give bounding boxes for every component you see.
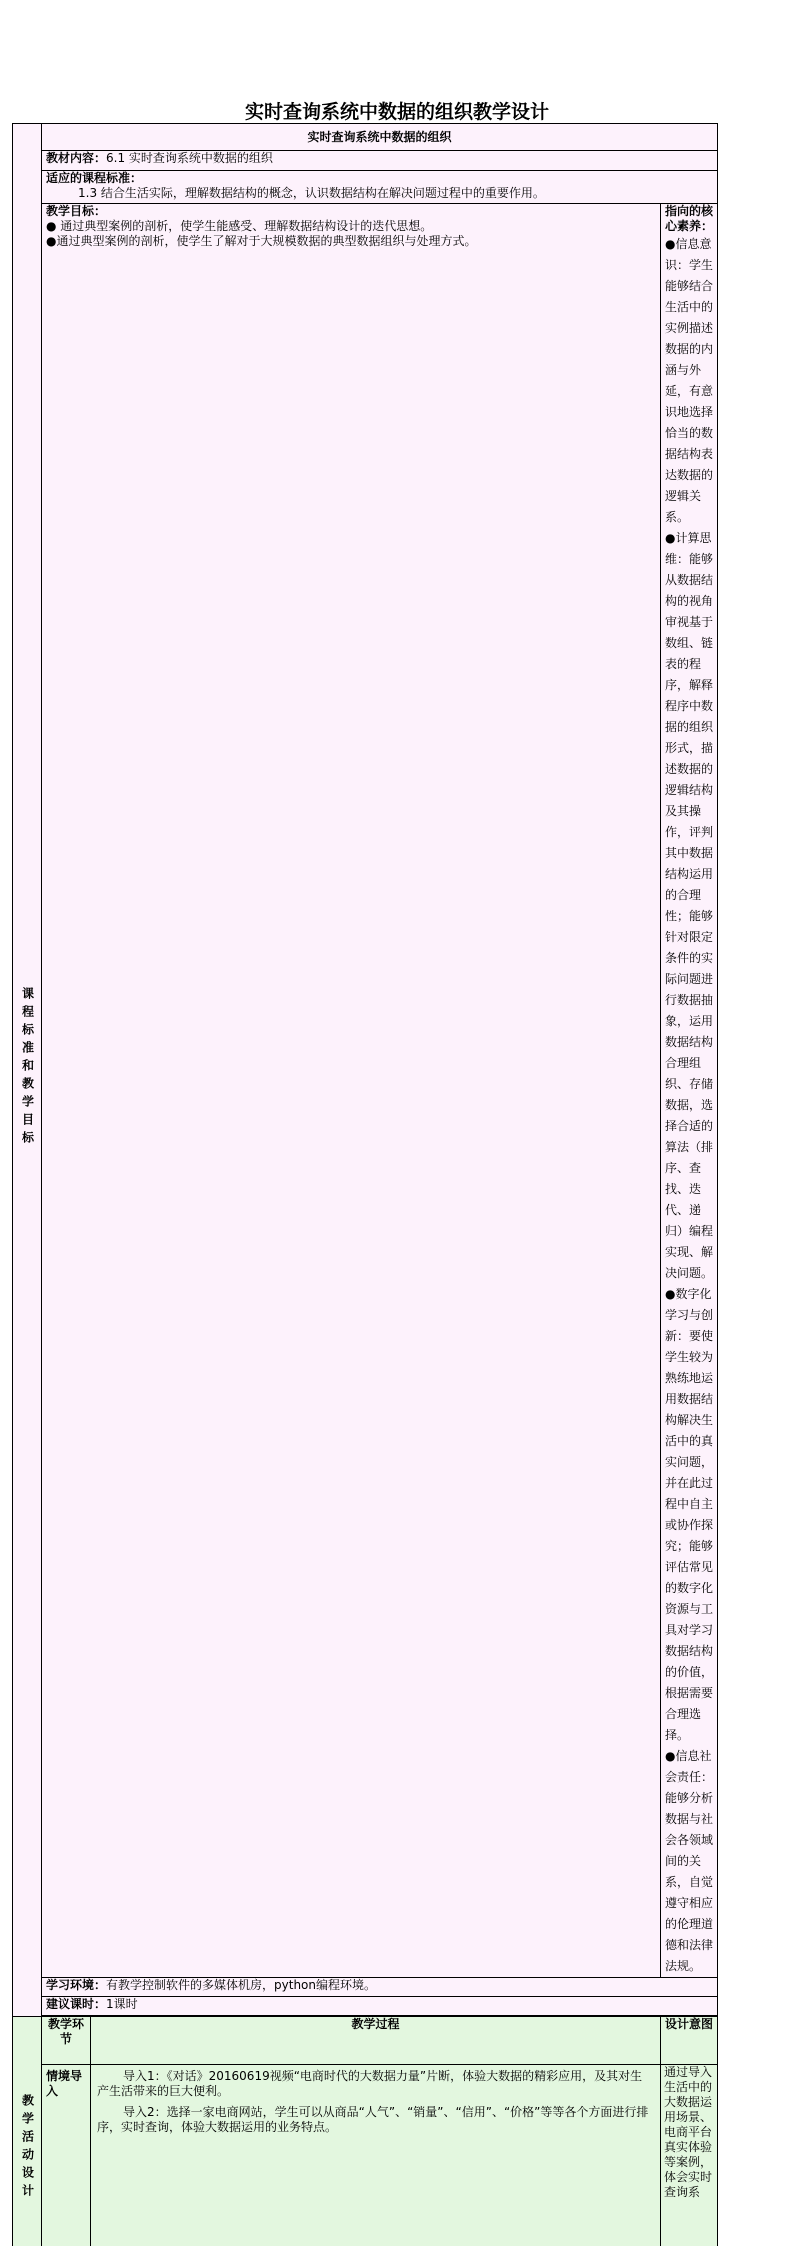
- textbook-value: 6.1 实时查询系统中数据的组织: [106, 151, 273, 165]
- intent-cell: 通过导入生活中的大数据运用场景、电商平台真实体验等案例，体会实时查询系: [661, 2065, 718, 2246]
- goal-item: ●通过典型案例的剖析，使学生了解对于大规模数据的典型数据组织与处理方式。: [46, 234, 656, 249]
- curriculum-standard-row: [42, 171, 718, 204]
- standard-value: 1.3 结合生活实际，理解数据结构的概念，认识数据结构在解决问题过程中的重要作用。: [46, 186, 545, 201]
- learning-environment-row: [42, 1978, 718, 1997]
- header-process: 教学过程: [91, 2017, 661, 2065]
- stage-cell: 情境导入: [42, 2065, 91, 2246]
- environment-label: 学习环境：: [46, 1978, 106, 1992]
- suggested-hours-row: [42, 1997, 718, 2016]
- core-label: 指向的核心素养：: [665, 204, 713, 234]
- core-item: ●计算思维：能够从数据结构的视角审视基于数组、链表的程序，解释程序中数据的组织形式，描述数据的逻辑结构及其操作，评判其中数据结构运用的合理性；能够针对限定条件的实际问题进行数据抽象，运用数据结构合理组织、存储数据，选择合适的算法（排序、查找、迭代、递归）编程实现、解决问题。: [665, 528, 713, 1284]
- teaching-goals-cell: [42, 204, 661, 1978]
- goals-label: 教学目标：: [46, 204, 656, 219]
- hours-label: 建议课时：: [46, 1997, 106, 2011]
- lesson-plan-table: [12, 123, 718, 2246]
- section-label-activities: 教学活动设计: [13, 2017, 42, 2246]
- standard-label: 适应的课程标准：: [46, 171, 142, 185]
- hours-value: 1课时: [106, 1997, 138, 2011]
- core-literacy-cell: [661, 204, 718, 1978]
- core-item: ●数字化学习与创新：要使学生较为熟练地运用数据结构解决生活中的真实问题，并在此过程中自主或协作探究；能够评估常见的数字化资源与工具对学习数据结构的价值，根据需要合理选择。: [665, 1284, 713, 1746]
- core-item: ●信息社会责任：能够分析数据与社会各领域间的关系，自觉遵守相应的伦理道德和法律法规。: [665, 1746, 713, 1977]
- textbook-content-row: [42, 151, 718, 171]
- lesson-subtitle: 实时查询系统中数据的组织: [42, 124, 718, 151]
- core-item: ●信息意识：学生能够结合生活中的实例描述数据的内涵与外延，有意识地选择恰当的数据结构表达数据的逻辑关系。: [665, 234, 713, 528]
- environment-value: 有教学控制软件的多媒体机房，python编程环境。: [106, 1978, 376, 1992]
- header-intent: 设计意图: [661, 2017, 718, 2065]
- process-paragraph: 导入2：选择一家电商网站，学生可以从商品“人气”、“销量”、“信用”、“价格”等等各个方面进行排序，实时查询，体验大数据运用的业务特点。: [97, 2105, 654, 2135]
- process-paragraph: 导入1：《对话》20160619视频“电商时代的大数据力量”片断，体验大数据的精彩应用，及其对生产生活带来的巨大便利。: [97, 2069, 654, 2099]
- goal-item: ● 通过典型案例的剖析，使学生能感受、理解数据结构设计的迭代思想。: [46, 219, 656, 234]
- document-title: 实时查询系统中数据的组织教学设计: [0, 97, 794, 124]
- section-label-standards: 课程标准和教学目标: [13, 124, 42, 2017]
- textbook-label: 教材内容：: [46, 151, 106, 165]
- process-cell: [91, 2065, 661, 2246]
- header-stage: 教学环节: [42, 2017, 91, 2065]
